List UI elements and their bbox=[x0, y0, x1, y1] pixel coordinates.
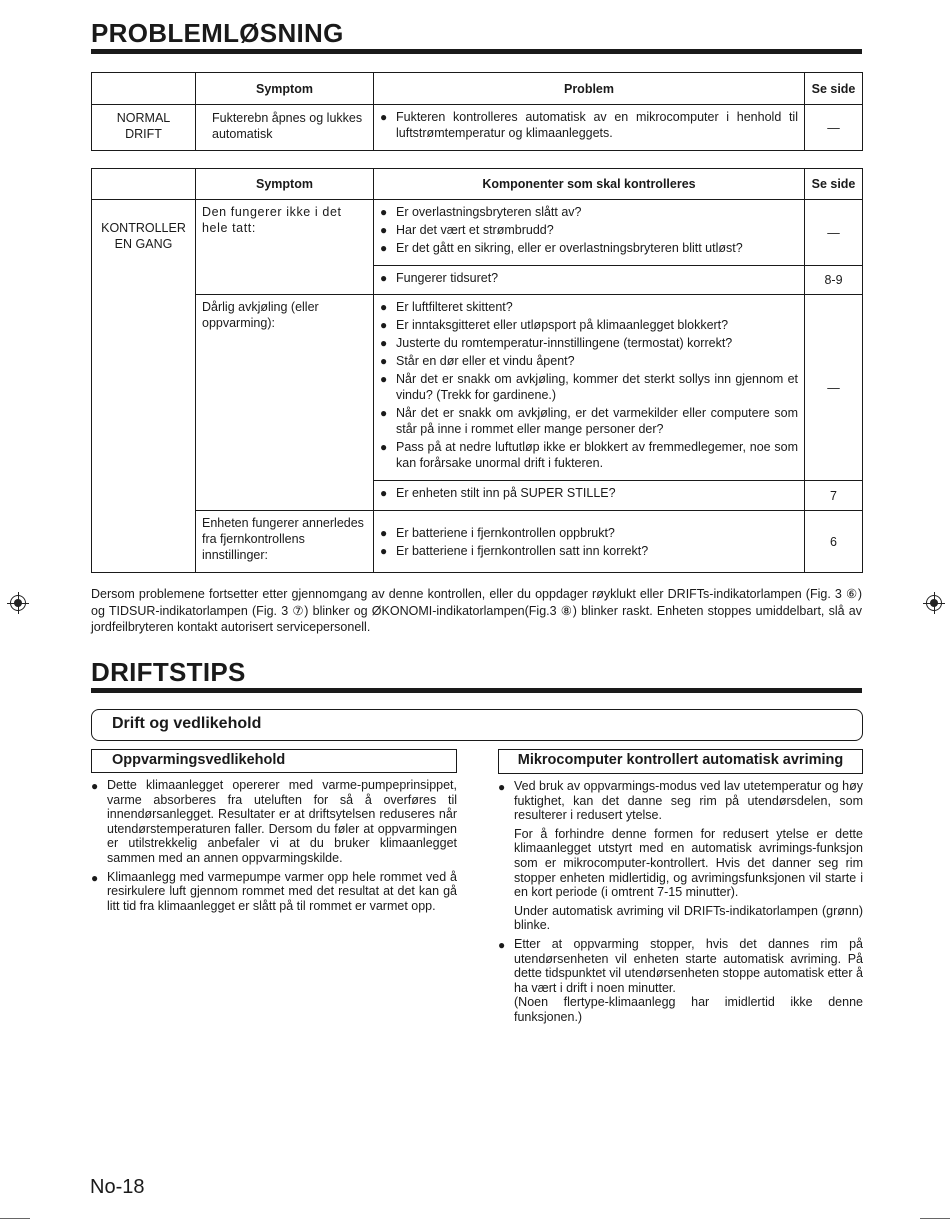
bullet-icon: ● bbox=[380, 271, 388, 285]
right-column bbox=[498, 779, 863, 1029]
header-empty bbox=[92, 73, 196, 105]
header-page: Se side bbox=[805, 169, 863, 200]
paragraph: Under automatisk avriming vil DRIFTs-indikatorlampen (grønn) blinke. bbox=[514, 903, 863, 933]
page-number: No-18 bbox=[90, 1176, 145, 1198]
page-cell: 6 bbox=[805, 511, 863, 573]
bullet-icon: ● bbox=[380, 223, 388, 237]
components-cell: ● Er batteriene i fjernkontrollen oppbrukt? ● Er batteriene i fjernkontrollen satt inn korrekt? bbox=[374, 511, 805, 573]
subsection-heading: Drift og vedlikehold bbox=[91, 709, 863, 741]
bullet-icon: ● bbox=[380, 205, 388, 219]
page-cell: — bbox=[805, 295, 863, 481]
left-column bbox=[91, 778, 457, 917]
bullet-icon: ● bbox=[91, 870, 99, 885]
bullet-icon: ● bbox=[380, 543, 388, 558]
list-item: ● Dette klimaanlegget opererer med varme-pumpeprinsippet, varme absorberes fra uteluften for så å overføres til innendørsanlegget. Resultater er at driftsytelsen reduseres når utendørstemperaturen faller. Dersom du føler at oppvarmingen er utilstrekkelig anbefaler vi at du bruker klimaanlegget sammen med an annen oppvarmingskilde. bbox=[91, 778, 457, 865]
bullet-icon: ● bbox=[380, 440, 388, 454]
paragraph: For å forhindre denne formen for redusert ytelse er dette klimaanlegget utstyrt med en automatisk avrimings-funksjon som er mikrocomputer-kontrollert. Hvis det danner seg rim stopper enheten midlertidig, og avrimingsfunksjonen vil starte i en kort periode (i omtrent 7-15 minutter). bbox=[514, 826, 863, 900]
kontroller-table bbox=[91, 168, 863, 573]
warning-note: Dersom problemene fortsetter etter gjennomgang av denne kontrollen, eller du oppdager røyklukt eller DRIFTs-indikatorlampen (Fig. 3 ⑥) og TIDSUR-indikatorlampen (Fig. 3 ⑦) blinker og ØKONOMI-indikatorlampen(Fig.3 ⑧) blinker raskt. Enheten stoppes umiddelbart, slå av jordfeilbryteren kontakt autorisert servicepersonell. bbox=[91, 587, 862, 634]
list-item: ● Etter at oppvarming stopper, hvis det dannes rim på utendørsenheten vil enheten starte automatisk avriming. På dette tidspunktet vil utendørsenheten stoppe automatisk etter å ha vært i drift i noen minutter. bbox=[498, 936, 863, 995]
bullet-icon: ● bbox=[380, 336, 388, 350]
bullet-icon: ● bbox=[380, 318, 388, 332]
header-symptom: Symptom bbox=[196, 169, 374, 200]
paragraph: (Noen flertype-klimaanlegg har imidlertid ikke denne funksjonen.) bbox=[514, 995, 863, 1024]
header-components: Komponenter som skal kontrolleres bbox=[374, 169, 805, 200]
components-cell: ● Er overlastningsbryteren slått av? ● Har det vært et strømbrudd? ● Er det gått en sikring, eller er overlastningsbryteren blitt utløst? bbox=[374, 200, 805, 266]
components-cell: ● Fungerer tidsuret? bbox=[374, 266, 805, 295]
registration-mark-icon bbox=[926, 595, 942, 611]
header-page: Se side bbox=[805, 73, 863, 105]
list-item: ● Ved bruk av oppvarmings-modus ved lav utetemperatur og høy fuktighet, kan det danne seg rim på utendørsdelen, som resulterer i redusert ytelse. bbox=[498, 779, 863, 823]
components-cell: ● Er luftfilteret skittent? ● Er inntaksgitteret eller utløpsport på klimaanlegget blokkert? ● Justerte du romtemperatur-innstillingene (termostat) korrekt? ● Står en dør eller et vindu åpent? ● Når det er snakk om avkjøling, kommer det sterkt sollys inn gjennom et vindu? (Trekk for gardinene.) ● Når det er snakk om avkjøling, er det varmekilder eller computere som står på inne i rommet eller mange personer der? ● Pass på at nedre luftutløp ikke er blokkert av fremmedlegemer, noe som kan forårsake unormal drift i fukteren. bbox=[374, 295, 805, 481]
bullet-icon: ● bbox=[380, 372, 388, 386]
bullet-icon: ● bbox=[91, 779, 99, 793]
normal-drift-table bbox=[91, 72, 863, 151]
header-symptom: Symptom bbox=[196, 73, 374, 105]
page-cell: 8-9 bbox=[805, 266, 863, 295]
symptom-cell: Fukterebn åpnes og lukkes automatisk bbox=[196, 105, 374, 151]
problem-cell: ● Fukteren kontrolleres automatisk av en mikrocomputer i henhold til luftstrømtemperatur og klimaanleggets. bbox=[374, 105, 805, 151]
page-cell: — bbox=[805, 200, 863, 266]
category-cell: KONTROLLER EN GANG bbox=[92, 200, 196, 573]
components-cell: ● Er enheten stilt inn på SUPER STILLE? bbox=[374, 481, 805, 511]
crop-mark bbox=[920, 1218, 950, 1219]
bullet-icon: ● bbox=[380, 354, 388, 368]
bullet-icon: ● bbox=[498, 780, 506, 794]
category-cell: NORMAL DRIFT bbox=[92, 105, 196, 151]
list-item: ● Klimaanlegg med varmepumpe varmer opp hele rommet ved å resirkulere luft gjennom rommet med det resultat at det kan gå litt tid fra klimaanlegget er slått på til rommet er varmet opp. bbox=[91, 869, 457, 913]
symptom-cell: Dårlig avkjøling (eller oppvarming): bbox=[196, 295, 374, 511]
left-column-heading: Oppvarmingsvedlikehold bbox=[91, 749, 457, 773]
section-title-driftstips: DRIFTSTIPS bbox=[91, 657, 246, 687]
bullet-icon: ● bbox=[498, 937, 506, 952]
page-cell: — bbox=[805, 105, 863, 151]
header-problem: Problem bbox=[374, 73, 805, 105]
bullet-icon: ● bbox=[380, 525, 388, 540]
bullet-icon: ● bbox=[380, 110, 388, 124]
section-title-problemlosning: PROBLEMLØSNING bbox=[91, 18, 344, 48]
title-rule bbox=[91, 49, 862, 54]
header-empty bbox=[92, 169, 196, 200]
registration-mark-icon bbox=[10, 595, 26, 611]
symptom-cell: Enheten fungerer annerledes fra fjernkontrollens innstillinger: bbox=[196, 511, 374, 573]
bullet-icon: ● bbox=[380, 300, 388, 314]
page-cell: 7 bbox=[805, 481, 863, 511]
crop-mark bbox=[0, 1218, 30, 1219]
right-column-heading: Mikrocomputer kontrollert automatisk avriming bbox=[498, 749, 863, 774]
bullet-icon: ● bbox=[380, 486, 388, 500]
symptom-cell: Den fungerer ikke i det hele tatt: bbox=[196, 200, 374, 295]
bullet-icon: ● bbox=[380, 406, 388, 420]
bullet-icon: ● bbox=[380, 241, 388, 255]
title-rule bbox=[91, 688, 862, 693]
